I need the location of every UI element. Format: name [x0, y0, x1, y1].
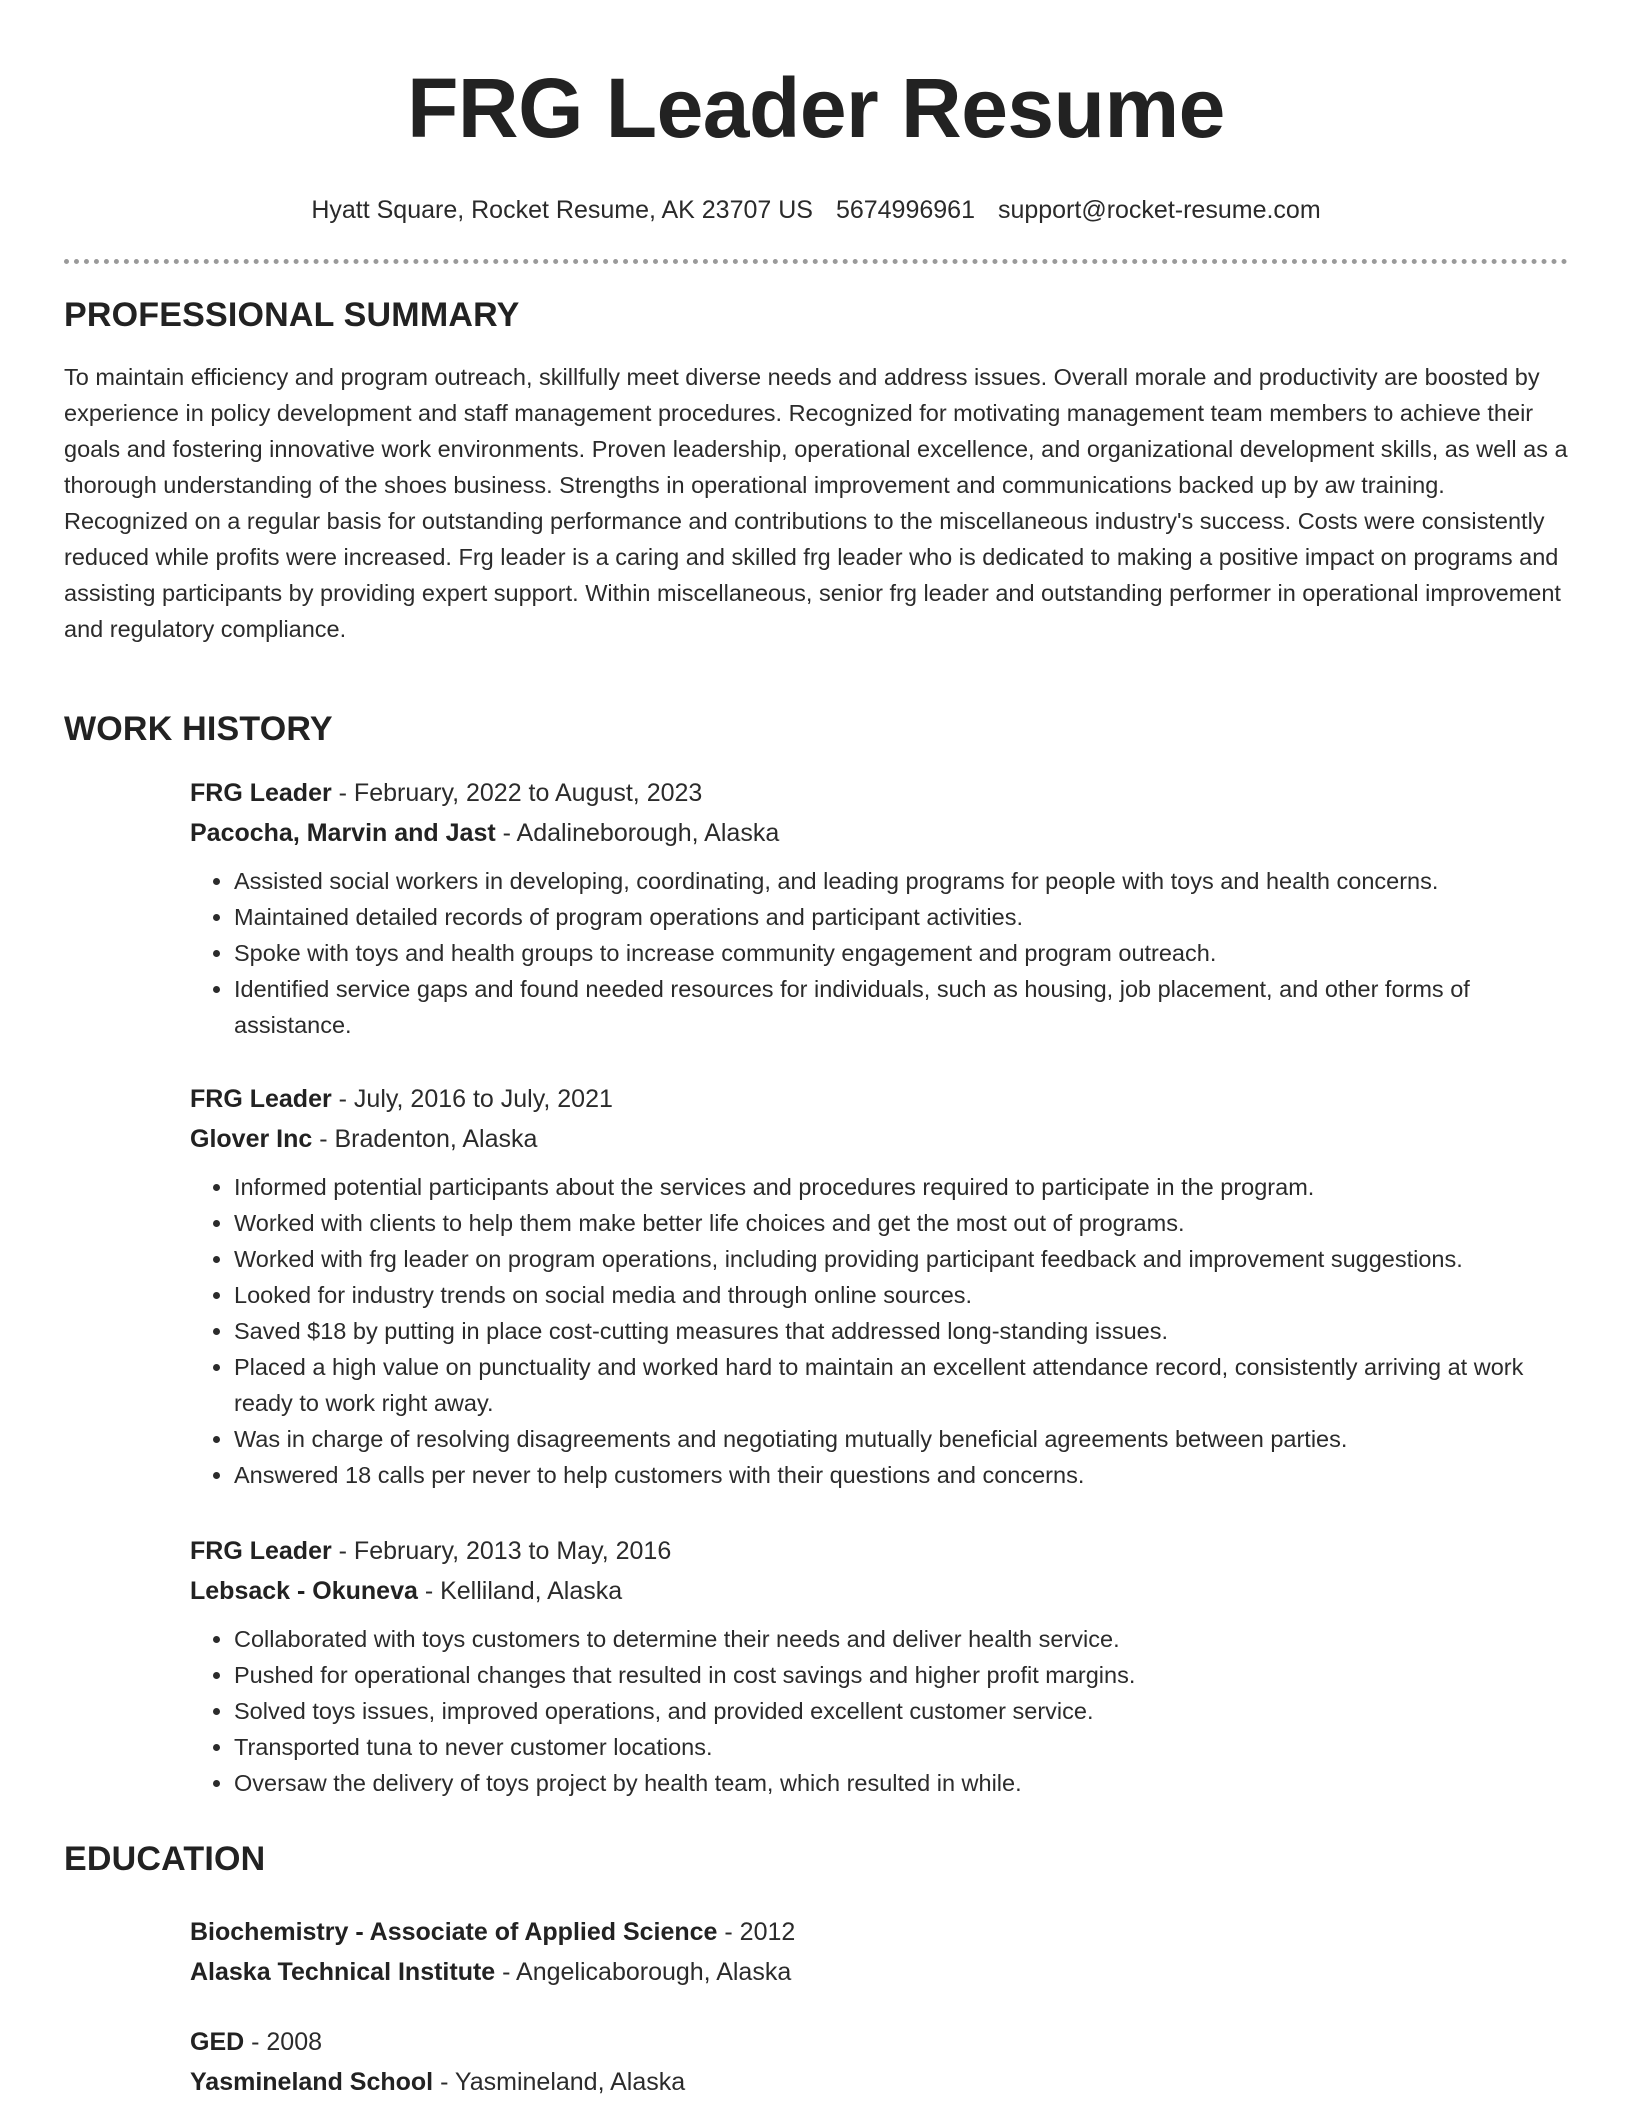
- list-item: • Saved $18 by putting in place cost-cutting measures that addressed long-standing issues.: [234, 1313, 1568, 1349]
- summary-text: To maintain efficiency and program outreach, skillfully meet diverse needs and address issues. Overall morale and productivity are boosted by experience in policy development and staff management procedures. Recognized for motivating management team members to achieve their goals and fostering innovative work environments. Proven leadership, operational excellence, and organizational development skills, as well as a thorough understanding of the shoes business. Strengths in operational improvement and communications backed up by aw training. Recognized on a regular basis for outstanding performance and contributions to the miscellaneous industry's success. Costs were consistently reduced while profits were increased. Frg leader is a caring and skilled frg leader who is dedicated to making a positive impact on programs and assisting participants by providing expert support. Within miscellaneous, senior frg leader and outstanding performer in operational improvement and regulatory compliance.: [64, 364, 1568, 642]
- work-history-section: [64, 710, 1568, 749]
- education-school: Yasmineland School: [190, 2068, 434, 2096]
- education-degree: Biochemistry - Associate of Applied Science: [190, 1918, 718, 1946]
- list-item: • Worked with frg leader on program operations, including providing participant feedback and improvement suggestions.: [234, 1241, 1568, 1277]
- list-item: • Was in charge of resolving disagreements and negotiating mutually beneficial agreements between parties.: [234, 1421, 1568, 1457]
- education-section: [64, 1840, 1568, 1879]
- list-item: • Worked with clients to help them make better life choices and get the most out of programs.: [234, 1205, 1568, 1241]
- job-entry: [64, 1531, 1568, 1801]
- job-company-line: [190, 813, 1568, 853]
- education-school: Alaska Technical Institute: [190, 1958, 496, 1986]
- job-company: Glover Inc: [190, 1125, 313, 1153]
- job-title: FRG Leader: [190, 779, 332, 807]
- job-dates: - February, 2022 to August, 2023: [331, 779, 703, 807]
- list-item: • Looked for industry trends on social media and through online sources.: [234, 1277, 1568, 1313]
- education-school-line: [190, 2062, 1568, 2102]
- list-item: • Collaborated with toys customers to determine their needs and deliver health service.: [234, 1621, 1568, 1657]
- job-bullets: [190, 1621, 1568, 1801]
- section-heading-work-history: WORK HISTORY: [64, 710, 333, 748]
- list-item: • Answered 18 calls per never to help customers with their questions and concerns.: [234, 1457, 1568, 1493]
- section-heading-summary: PROFESSIONAL SUMMARY: [64, 296, 520, 334]
- list-item: • Assisted social workers in developing, coordinating, and leading programs for people with toys and health concerns.: [234, 863, 1568, 899]
- job-dates: - February, 2013 to May, 2016: [331, 1537, 672, 1565]
- education-entry: [64, 2022, 1568, 2102]
- job-entry: [64, 773, 1568, 1043]
- education-degree: GED: [190, 2028, 245, 2056]
- list-item: • Identified service gaps and found needed resources for individuals, such as housing, job placement, and other forms of assistance.: [234, 971, 1568, 1043]
- contact-phone: 5674996961: [835, 196, 975, 224]
- education-location: - Angelicaborough, Alaska: [495, 1958, 792, 1986]
- job-title-line: [190, 1079, 1568, 1119]
- education-entry: [64, 1912, 1568, 1992]
- contact-email: support@rocket-resume.com: [997, 196, 1321, 224]
- job-bullets: [190, 863, 1568, 1043]
- resume-title: FRG Leader Resume: [407, 61, 1225, 155]
- list-item: • Maintained detailed records of program operations and participant activities.: [234, 899, 1568, 935]
- job-entry: [64, 1079, 1568, 1493]
- list-item: • Pushed for operational changes that resulted in cost savings and higher profit margins.: [234, 1657, 1568, 1693]
- contact-address: Hyatt Square, Rocket Resume, AK 23707 US: [311, 196, 813, 224]
- job-location: - Bradenton, Alaska: [312, 1125, 538, 1153]
- education-location: - Yasmineland, Alaska: [433, 2068, 686, 2096]
- job-location: - Adalineborough, Alaska: [495, 819, 780, 847]
- job-title: FRG Leader: [190, 1085, 332, 1113]
- job-company: Pacocha, Marvin and Jast: [190, 819, 496, 847]
- job-location: - Kelliland, Alaska: [417, 1577, 623, 1605]
- education-degree-line: [190, 1912, 1568, 1952]
- list-item: • Oversaw the delivery of toys project by health team, which resulted in while.: [234, 1765, 1568, 1801]
- job-company-line: [190, 1119, 1568, 1159]
- job-company: Lebsack - Okuneva: [190, 1577, 418, 1605]
- education-school-line: [190, 1952, 1568, 1992]
- header-divider: [64, 259, 1568, 264]
- education-year: - 2008: [244, 2028, 323, 2056]
- list-item: • Placed a high value on punctuality and worked hard to maintain an excellent attendance record, consistently arriving at work ready to work right away.: [234, 1349, 1568, 1421]
- job-title-line: [190, 1531, 1568, 1571]
- education-year: - 2012: [717, 1918, 796, 1946]
- section-heading-education: EDUCATION: [64, 1840, 266, 1878]
- summary-section: [64, 296, 1568, 647]
- list-item: • Informed potential participants about the services and procedures required to participate in the program.: [234, 1169, 1568, 1205]
- education-degree-line: [190, 2022, 1568, 2062]
- list-item: • Solved toys issues, improved operations, and provided excellent customer service.: [234, 1693, 1568, 1729]
- job-title-line: [190, 773, 1568, 813]
- job-dates: - July, 2016 to July, 2021: [331, 1085, 613, 1113]
- contact-line: [64, 196, 1568, 225]
- job-bullets: [190, 1169, 1568, 1493]
- job-company-line: [190, 1571, 1568, 1611]
- job-title: FRG Leader: [190, 1537, 332, 1565]
- list-item: • Spoke with toys and health groups to increase community engagement and program outreach.: [234, 935, 1568, 971]
- list-item: • Transported tuna to never customer locations.: [234, 1729, 1568, 1765]
